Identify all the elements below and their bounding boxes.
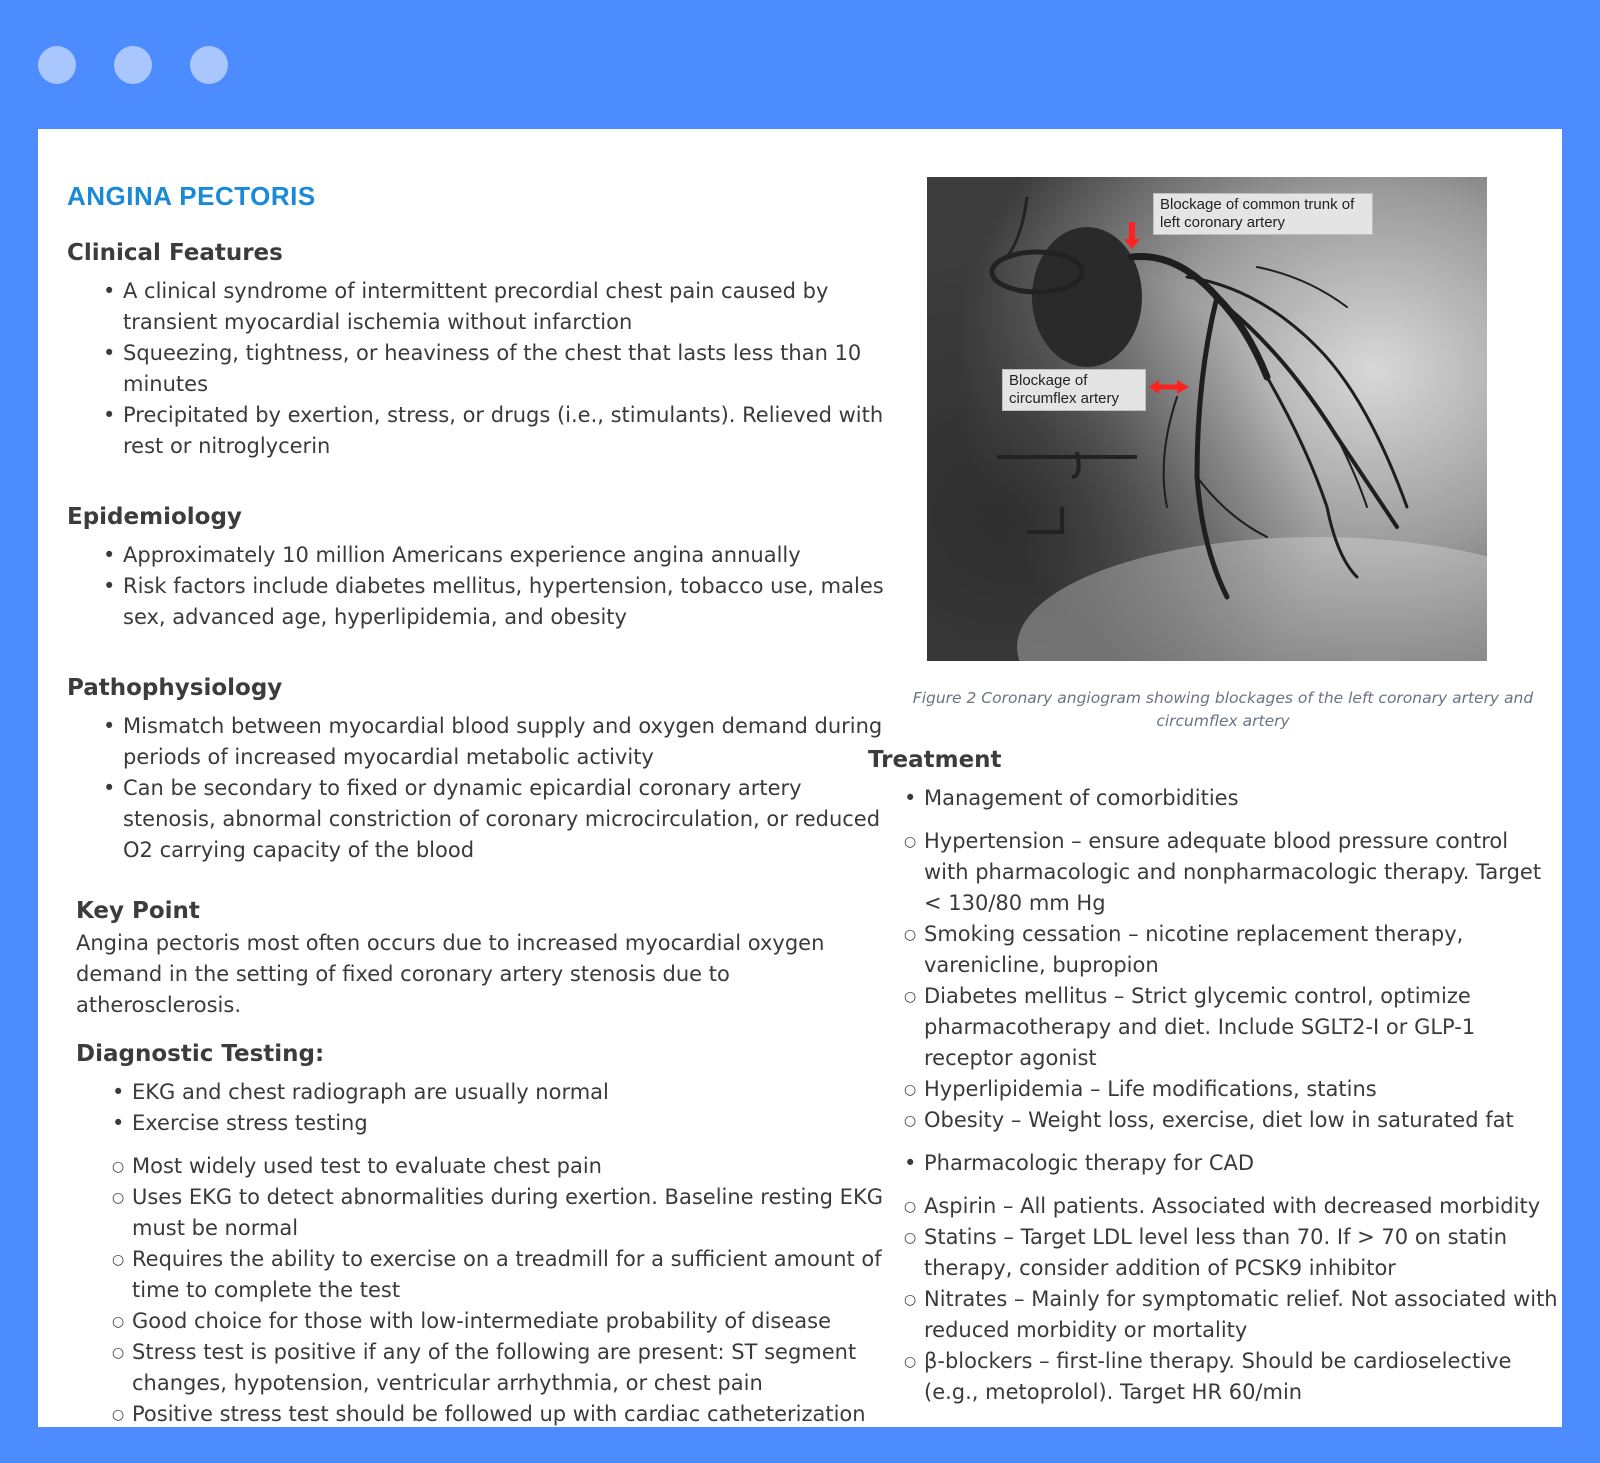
pathophysiology-heading: Pathophysiology (67, 675, 283, 701)
list-item: • Can be secondary to fixed or dynamic epicardial coronary artery stenosis, abnormal constriction of coronary microcirculation, or reduced O2 carrying capacity of the blood (67, 773, 887, 866)
left-column (67, 181, 887, 1427)
figure-caption: Figure 2 Coronary angiogram showing blockages of the left coronary artery and circumflex artery (912, 689, 1534, 730)
list-item: • Precipitated by exertion, stress, or drugs (i.e., stimulants). Relieved with rest or nitroglycerin (67, 400, 887, 462)
sub-list-item: ○ Obesity – Weight loss, exercise, diet low in saturated fat (840, 1105, 1558, 1136)
sub-list-item: ○ Good choice for those with low-intermediate probability of disease (48, 1306, 887, 1337)
list-item: • Pharmacologic therapy for CAD (868, 1148, 1558, 1179)
right-column (868, 177, 1558, 1420)
list-item: • EKG and chest radiograph are usually normal (76, 1077, 887, 1108)
window-controls (38, 46, 228, 84)
sub-list-item: ○ Stress test is positive if any of the following are present: ST segment changes, hypotension, ventricular arrhythmia, or chest pain (48, 1337, 887, 1399)
list-item: • Squeezing, tightness, or heaviness of the chest that lasts less than 10 minutes (67, 338, 887, 400)
sub-list-item: ○ Hyperlipidemia – Life modifications, statins (840, 1074, 1558, 1105)
list-item: • Exercise stress testing (76, 1108, 887, 1139)
pathophysiology-section (67, 675, 887, 866)
list-item: • Risk factors include diabetes mellitus, hypertension, tobacco use, males sex, advanced age, hyperlipidemia, and obesity (67, 571, 887, 633)
sub-list-item: ○ Statins – Target LDL level less than 70. If > 70 on statin therapy, consider addition of PCSK9 inhibitor (840, 1222, 1558, 1284)
sub-list-item: ○ β-blockers – first-line therapy. Should be cardioselective (e.g., metoprolol). Target HR 60/min (840, 1346, 1558, 1408)
clinical-features-section (67, 240, 887, 462)
sub-list-item: ○ Diabetes mellitus – Strict glycemic control, optimize pharmacotherapy and diet. Include SGLT2-I or GLP-1 receptor agonist (840, 981, 1558, 1074)
clinical-features-heading: Clinical Features (67, 240, 283, 266)
document-page (38, 129, 1562, 1427)
list-item: • Approximately 10 million Americans experience angina annually (67, 540, 887, 571)
epidemiology-section (67, 504, 887, 633)
treatment-section (868, 747, 1558, 1408)
sub-list-item: ○ Uses EKG to detect abnormalities during exertion. Baseline resting EKG must be normal (48, 1182, 887, 1244)
key-point-box (76, 898, 887, 1021)
window-dot-1[interactable] (38, 46, 76, 84)
figure-label-mid: Blockage of circumflex artery (1002, 369, 1146, 411)
diagnostic-testing-heading: Diagnostic Testing: (76, 1041, 325, 1067)
figure-label-top: Blockage of common trunk of left coronary artery (1153, 193, 1373, 235)
sub-list-item: ○ Aspirin – All patients. Associated with decreased morbidity (840, 1191, 1558, 1222)
epidemiology-heading: Epidemiology (67, 504, 242, 530)
sub-list-item: ○ Hypertension – ensure adequate blood pressure control with pharmacologic and nonpharmacologic therapy. Target < 130/80 mm Hg (840, 826, 1558, 919)
list-item: • Management of comorbidities (868, 783, 1558, 814)
sub-list-item: ○ Most widely used test to evaluate chest pain (48, 1151, 887, 1182)
list-item: • A clinical syndrome of intermittent precordial chest pain caused by transient myocardial ischemia without infarction (67, 276, 887, 338)
page-title: ANGINA PECTORIS (67, 181, 316, 211)
list-item: • Mismatch between myocardial blood supply and oxygen demand during periods of increased myocardial metabolic activity (67, 711, 887, 773)
angiogram-illustration (927, 177, 1487, 661)
window-dot-3[interactable] (190, 46, 228, 84)
diagnostic-testing-section (76, 1041, 887, 1427)
angiogram-image (927, 177, 1487, 661)
window-dot-2[interactable] (114, 46, 152, 84)
sub-list-item: ○ Positive stress test should be followed up with cardiac catheterization (48, 1399, 887, 1427)
sub-list-item: ○ Smoking cessation – nicotine replacement therapy, varenicline, bupropion (840, 919, 1558, 981)
sub-list-item: ○ Requires the ability to exercise on a treadmill for a sufficient amount of time to complete the test (48, 1244, 887, 1306)
key-point-text: Angina pectoris most often occurs due to increased myocardial oxygen demand in the setting of fixed coronary artery stenosis due to atherosclerosis. (76, 931, 825, 1017)
sub-list-item: ○ Nitrates – Mainly for symptomatic relief. Not associated with reduced morbidity or mortality (840, 1284, 1558, 1346)
treatment-heading: Treatment (868, 747, 1002, 773)
key-point-heading: Key Point (76, 898, 200, 924)
